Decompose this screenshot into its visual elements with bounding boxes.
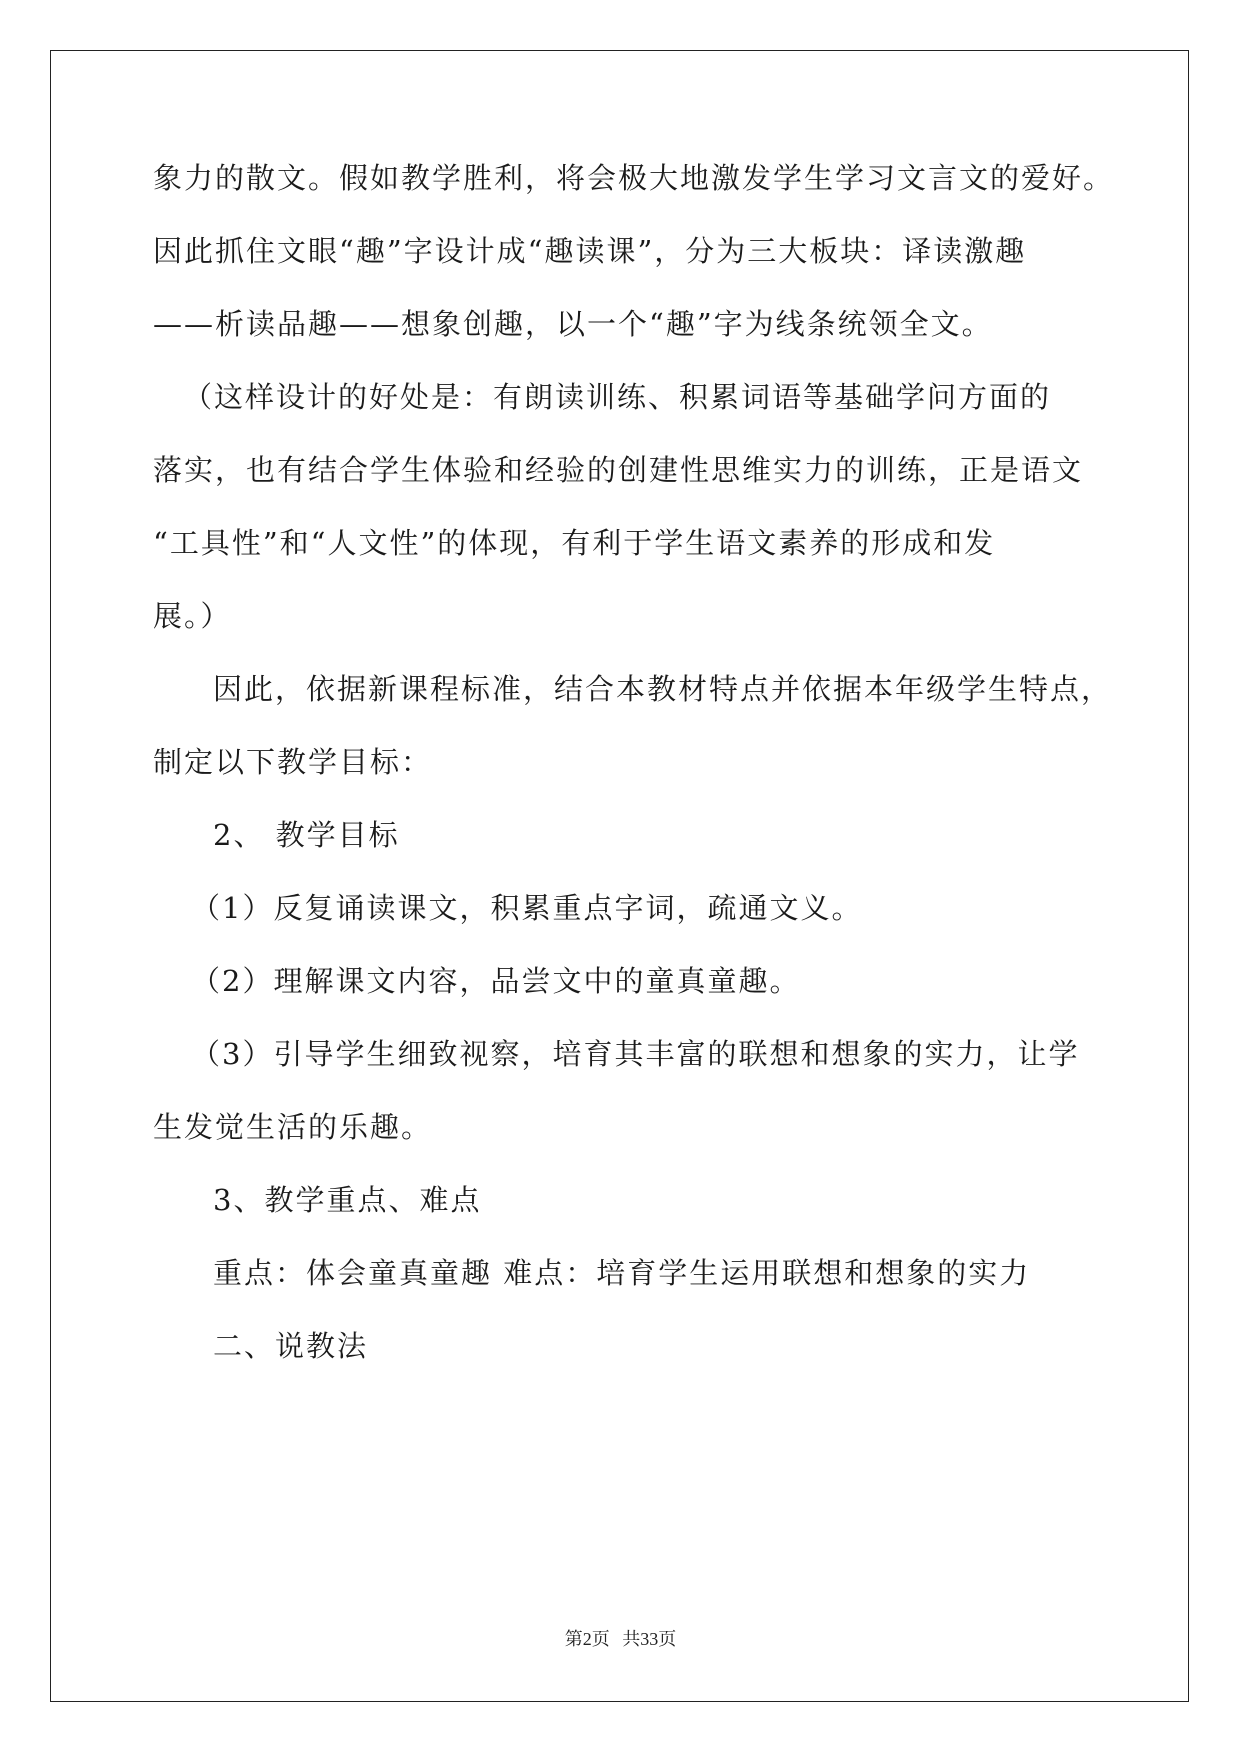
- text-line: ——析读品趣——想象创趣，以一个“趣”字为线条统领全文。: [153, 307, 993, 341]
- text-line: 生发觉生活的乐趣。: [153, 1110, 433, 1144]
- section-heading: 二、说教法: [213, 1329, 369, 1363]
- text-line: 落实，也有结合学生体验和经验的创建性思维实力的训练，正是语文: [153, 453, 1084, 487]
- list-item: （2）理解课文内容，品尝文中的童真童趣。: [191, 964, 801, 998]
- list-item: （1）反复诵读课文，积累重点字词，疏通文义。: [191, 891, 863, 925]
- text-line: 重点：体会童真童趣 难点：培育学生运用联想和想象的实力: [213, 1256, 1031, 1290]
- text-line: 象力的散文。假如教学胜利，将会极大地激发学生学习文言文的爱好。: [153, 161, 1115, 195]
- text-line: “工具性”和“人文性”的体现，有利于学生语文素养的形成和发: [153, 526, 996, 560]
- text-line: 因此，依据新课程标准，结合本教材特点并依据本年级学生特点，: [213, 672, 1113, 706]
- page-total: 共33页: [622, 1629, 677, 1649]
- page-footer: [0, 1625, 1241, 1651]
- page-number: 第2页: [564, 1629, 610, 1649]
- page-border: [50, 50, 1189, 1702]
- text-line: 展。）: [153, 599, 232, 633]
- text-line: （这样设计的好处是：有朗读训练、积累词语等基础学问方面的: [183, 380, 1052, 414]
- text-line: 制定以下教学目标：: [153, 745, 433, 779]
- list-item: （3）引导学生细致视察，培育其丰富的联想和想象的实力，让学: [191, 1037, 1080, 1071]
- section-heading: 3、教学重点、难点: [213, 1183, 482, 1217]
- text-line: 因此抓住文眼“趣”字设计成“趣读课”，分为三大板块：译读激趣: [153, 234, 1027, 268]
- section-heading: 2、 教学目标: [213, 818, 400, 852]
